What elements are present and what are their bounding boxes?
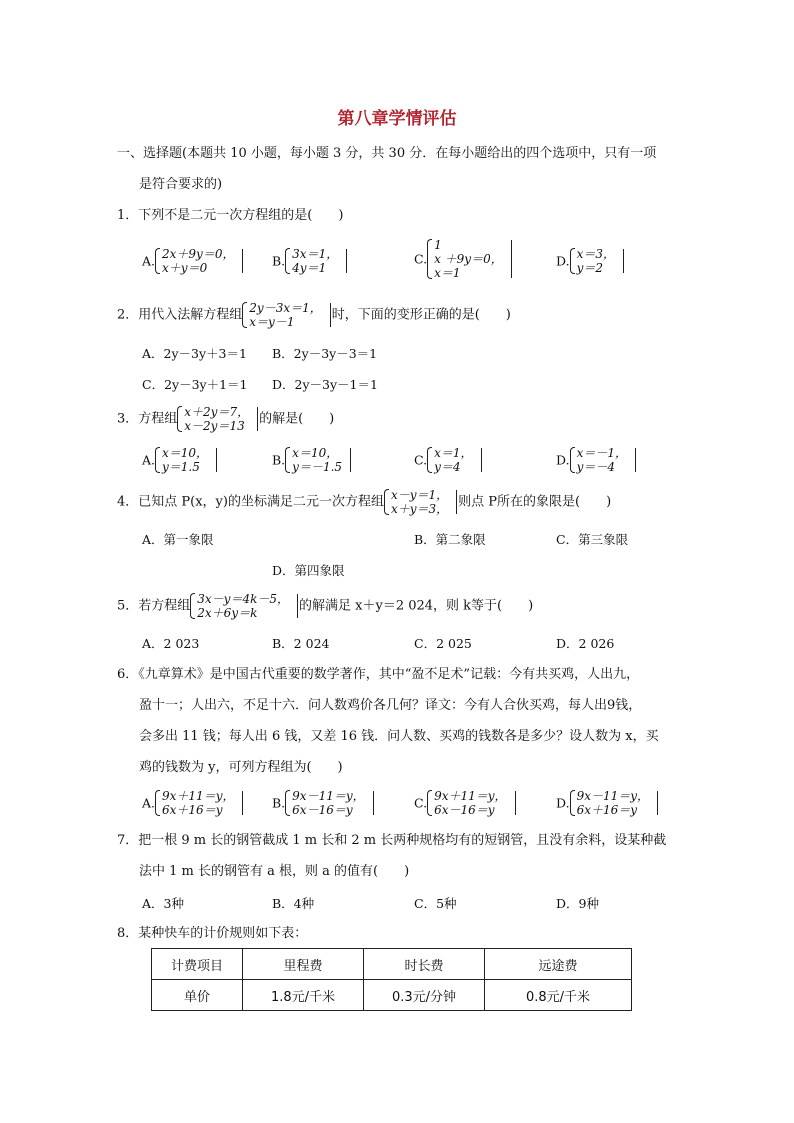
question-7-line-2: 法中 1 m 长的钢管有 a 根，则 a 的值有( ) [139, 864, 410, 879]
q2-option-a: A．2y－3y＋3＝1 [142, 346, 247, 361]
q6-option-c: C. 9x＋11＝y， 6x－16＝y [414, 789, 517, 817]
q5-option-c: C．2 025 [414, 636, 472, 651]
equation-system: x＝10， y＝－1.5 [285, 446, 352, 474]
q3-option-b: B. x＝10， y＝－1.5 [272, 446, 352, 474]
equation-system: 2y－3x＝1， x＝y－1 [242, 301, 331, 329]
q7-option-d: D．9种 [556, 896, 599, 911]
table-header-cell: 里程费 [243, 949, 364, 980]
table-header-cell: 远途费 [485, 949, 632, 980]
q1-option-c: C. 1 x ＋9y＝0， x＝1 [414, 238, 513, 280]
equation-system: 9x－11＝y， 6x－16＝y [285, 789, 374, 817]
fare-table [151, 948, 632, 1011]
table-header-cell: 时长费 [364, 949, 485, 980]
q4-option-c: C．第三象限 [556, 532, 629, 547]
question-1-stem: 1．下列不是二元一次方程组的是( ) [117, 208, 344, 223]
section-heading: 一、选择题(本题共 10 小题，每小题 3 分，共 30 分．在每小题给出的四个选项中，只有一项 [117, 146, 657, 161]
q1-option-b: B. 3x＝1， 4y＝1 [272, 247, 348, 275]
q7-option-c: C．5种 [414, 896, 457, 911]
q7-option-a: A．3种 [142, 896, 184, 911]
equation-system: 3x－y＝4k－5， 2x＋6y＝k [190, 592, 299, 620]
q2-option-c: C．2y－3y＋1＝1 [142, 377, 248, 392]
q6-option-b: B. 9x－11＝y， 6x－16＝y [272, 789, 375, 817]
question-6-line-1: 6．《九章算术》是中国古代重要的数学著作，其中“盈不足术”记载：今有共买鸡，人出九， [117, 667, 640, 682]
question-7-line-1: 7．把一根 9 m 长的钢管截成 1 m 长和 2 m 长两种规格均有的短钢管，且没有余料，设某种截 [117, 833, 667, 848]
question-4-stem: 4．已知点 P(x，y)的坐标满足二元一次方程组 x－y＝1， x＋y＝3， 则点 P所在的象限是( ) [117, 488, 612, 516]
question-2-stem: 2．用代入法解方程组 2y－3x＝1， x＝y－1 时，下面的变形正确的是( ) [117, 301, 511, 329]
table-cell: 1.8元/千米 [243, 980, 364, 1011]
equation-system: x＝1， y＝4 [427, 446, 482, 474]
q2-option-d: D．2y－3y－1＝1 [272, 377, 378, 392]
q1-option-a: A. 2x＋9y＝0， x＋y＝0 [142, 247, 244, 275]
equation-system: 9x－11＝y， 6x＋16＝y [570, 789, 659, 817]
q3-option-a: A. x＝10， y＝1.5 [142, 446, 218, 474]
question-3-stem: 3．方程组 x＋2y＝7， x－2y＝13 的解是( ) [117, 405, 335, 433]
table-cell: 单价 [152, 980, 243, 1011]
equation-system: 9x＋11＝y， 6x－16＝y [427, 789, 516, 817]
table-header-cell: 计费项目 [152, 949, 243, 980]
question-6-line-3: 会多出 11 钱；每人出 6 钱，又差 16 钱．问人数、买鸡的钱数各是多少？设人数为 x，买 [139, 729, 659, 744]
q4-option-a: A．第一象限 [142, 532, 214, 547]
q5-option-d: D．2 026 [556, 636, 615, 651]
page-title: 第八章学情评估 [337, 109, 457, 129]
equation-system: x＝10， y＝1.5 [155, 446, 218, 474]
question-6-line-4: 鸡的钱数为 y，可列方程组为( ) [139, 760, 343, 775]
equation-system: x＝－1， y＝－4 [570, 446, 637, 474]
table-header-row [152, 949, 632, 980]
equation-system: 3x＝1， 4y＝1 [285, 247, 348, 275]
q3-option-c: C. x＝1， y＝4 [414, 446, 483, 474]
q4-option-d: D．第四象限 [272, 563, 345, 578]
section-heading-cont: 是符合要求的) [139, 177, 223, 192]
equation-system: 9x＋11＝y， 6x＋16＝y [155, 789, 244, 817]
q3-option-d: D. x＝－1， y＝－4 [556, 446, 637, 474]
equation-system: 2x＋9y＝0， x＋y＝0 [155, 247, 244, 275]
q5-option-a: A．2 023 [142, 636, 200, 651]
q1-option-d: D. x＝3， y＝2 [556, 247, 625, 275]
table-row [152, 980, 632, 1011]
equation-system: x＝3， y＝2 [570, 247, 625, 275]
q5-option-b: B．2 024 [272, 636, 330, 651]
table-cell: 0.8元/千米 [485, 980, 632, 1011]
q2-option-b: B．2y－3y－3＝1 [272, 346, 378, 361]
question-8-stem: 8．某种快车的计价规则如下表： [117, 926, 308, 941]
table-cell: 0.3元/分钟 [364, 980, 485, 1011]
question-5-stem: 5．若方程组 3x－y＝4k－5， 2x＋6y＝k 的解满足 x＋y＝2 024，则 k等于( ) [117, 592, 534, 620]
q6-option-d: D. 9x－11＝y， 6x＋16＝y [556, 789, 659, 817]
question-6-line-2: 盈十一；人出六，不足十六．问人数鸡价各几何？译文：今有人合伙买鸡，每人出9钱， [139, 698, 642, 713]
equation-system: x＋2y＝7， x－2y＝13 [177, 405, 259, 433]
q6-option-a: A. 9x＋11＝y， 6x＋16＝y [142, 789, 244, 817]
q7-option-b: B．4种 [272, 896, 315, 911]
q4-option-b: B．第二象限 [414, 532, 486, 547]
equation-system: 1 x ＋9y＝0， x＝1 [427, 238, 513, 280]
equation-system: x－y＝1， x＋y＝3， [384, 488, 458, 516]
